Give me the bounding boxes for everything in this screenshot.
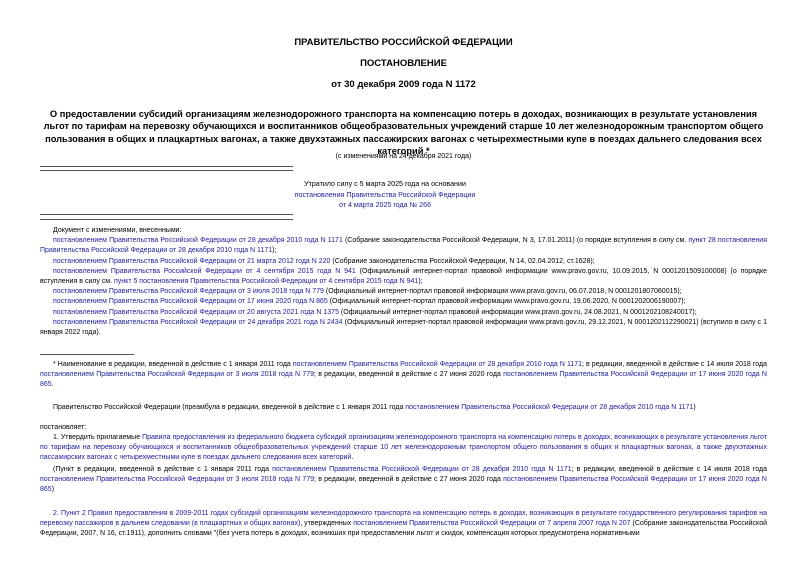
footnote-link-1171[interactable]: постановлением Правительства Российской Федерации от 28 декабря 2010 года N 1171 <box>292 361 583 368</box>
footnote-link-779[interactable]: постановлением Правительства Российской Федерации от 3 июля 2018 года N 779 <box>40 371 314 379</box>
government-heading: ПРАВИТЕЛЬСТВО РОССИЙСКОЙ ФЕДЕРАЦИИ <box>294 37 513 48</box>
amendment-link[interactable]: постановлением Правительства Российской Федерации от 17 июня 2020 года N 865 <box>53 298 328 306</box>
amendment-link[interactable]: постановлением Правительства Российской Федерации от 4 сентября 2015 года N 941 <box>53 267 356 275</box>
footnote-link-865[interactable]: постановлением Правительства Российской Федерации от 17 июня 2020 года N 865 <box>40 371 767 389</box>
lost-force-text: Утратило силу с 5 марта 2025 года на основании <box>304 180 466 188</box>
document-type: ПОСТАНОВЛЕНИЕ <box>360 58 447 69</box>
amendment-item: постановлением Правительства Российской Федерации от 24 декабря 2021 года N 2434 (Официальный интернет-портал правовой информации www.pravo.gov.ru, 29.12.2021, N 0001202112290021) (вступило в силу с 1 января 2022 года). <box>40 318 767 337</box>
footnote-divider <box>40 354 134 355</box>
amendment-item: постановлением Правительства Российской Федерации от 3 июля 2018 года N 779 (Официальный интернет-портал правовой информации www.pravo.gov.ru, 06.07.2018, N 0001201807060015); <box>53 288 682 296</box>
amendment-link[interactable]: постановлением Правительства Российской Федерации от 3 июля 2018 года N 779 <box>53 288 324 296</box>
amendments-block <box>40 226 767 338</box>
divider-line <box>40 214 293 215</box>
document-date-number: от 30 декабря 2009 года N 1172 <box>331 79 476 90</box>
changes-note: (с изменениями на 24 декабря 2021 года) <box>335 153 472 160</box>
divider-line <box>40 170 293 171</box>
document-title: О предоставлении субсидий организациям железнодорожного транспорта на компенсацию потерь в доходах, возникающих в результате установления льгот по тарифам на перевозку обучающихся и воспитанников общеобразовательных учреждений старше 10 лет железнодорожным транспортом общего пользования в общих и плацкартных вагонах, а также двухэтажных пассажирских вагонах с четырехместными купе в поездах дальнего следования всех категорий * <box>43 109 764 156</box>
preamble: Правительство Российской Федерации (преамбула в редакции, введенной в действие с 1 января 2011 года постановлением Правительства Российской Федерации от 28 декабря 2010 года N 1171) <box>53 404 696 411</box>
paragraph-1-note: (Пункт в редакции, введенной в действие с 1 января 2011 года постановлением Правительства Российской Федерации от 28 декабря 2010 года N 1171; в редакции, введенной в действие с 14 июля 2018 года постановлением Правительства Российской Федерации от 3 июля 2018 года N 779; в редакции, введенной в действие с 27 июня 2020 года постановлением Правительства Российской Федерации от 17 июня 2020 года N 865) <box>40 466 768 494</box>
p1-note-link-1171[interactable]: постановлением Правительства Российской Федерации от 28 декабря 2010 года N 1171 <box>272 466 572 473</box>
amendment-item: постановлением Правительства Российской Федерации от 20 августа 2021 года N 1375 (Официальный интернет-портал правовой информации www.pravo.gov.ru, 24.08.2021, N 0001202108240017); <box>53 308 697 316</box>
amendments-list <box>40 236 767 338</box>
divider-line <box>40 219 293 220</box>
amendment-item: постановлением Правительства Российской Федерации от 4 сентября 2015 года N 941 (Официальный интернет-портал правовой информации www.pravo.gov.ru, 10.09.2015, N 0001201509100008) (о порядке вступления в силу см. пункт 5 постановления Правительства Российской Федерации от 4 сентября 2015 года N 941); <box>40 267 767 286</box>
amendment-entry-link[interactable]: пункт 5 постановления Правительства Российской Федерации от 4 сентября 2015 года N 941 <box>114 278 419 286</box>
amendment-item: постановлением Правительства Российской Федерации от 21 марта 2012 года N 220 (Собрание законодательства Российской Федерации, N 14, 02.04.2012, ст.1628); <box>53 257 595 265</box>
p1-note-link-779[interactable]: постановлением Правительства Российской Федерации от 3 июля 2018 года N 779 <box>40 476 314 484</box>
rules-link[interactable]: Правила предоставления из федерального бюджета субсидий организациям железнодорожного транспорта на компенсацию потерь в доходах, возникающих в результате установления льгот по тарифам на перевозку обучающихся и воспитанников общеобразовательных учреждений старше 10 лет железнодорожным транспортом общего пользования в общих и плацкартных вагонах, а также двухэтажных пассажирских вагонах с четырехместными купе в поездах дальнего следования всех категорий <box>40 434 767 462</box>
lost-force-notice <box>220 179 550 211</box>
paragraph-1: 1. Утвердить прилагаемые Правила предоставления из федерального бюджета субсидий организациям железнодорожного транспорта на компенсацию потерь в доходах, возникающих в результате установления льгот по тарифам на перевозку обучающихся и воспитанников общеобразовательных учреждений старше 10 лет железнодорожным транспортом общего пользования в общих и плацкартных вагонах, а также двухэтажных пассажирских вагонах с четырехместными купе в поездах дальнего следования всех категорий. <box>40 434 767 462</box>
lost-force-link[interactable]: постановления Правительства Российской Федерации <box>294 190 476 199</box>
divider-line <box>40 166 293 167</box>
amendments-heading: Документ с изменениями, внесенными: <box>53 227 182 234</box>
p1-note-link-865[interactable]: постановлением Правительства Российской Федерации от 17 июня 2020 года N 865 <box>40 476 767 494</box>
p2-link-207[interactable]: постановлением Правительства Российской Федерации от 7 апреля 2007 года N 207 <box>353 520 631 528</box>
paragraph-2: 2. Пункт 2 Правил предоставления в 2009-2011 годах субсидий организациям железнодорожного транспорта на компенсацию потерь в доходах, возникающих в результате государственного регулирования тарифов на перевозку пассажиров в дальнем следовании (в плацкартных и общих вагонах), утвержденных постановлением Правительства Российской Федерации от 7 апреля 2007 года N 207 (Собрание законодательства Российской Федерации, 2007, N 16, ст.1911), дополнить словами "(без учета потерь в доходах, возникших при предоставлении льгот и скидок, компенсация которых предусмотрена нормативными <box>40 510 767 538</box>
amendment-entry-link[interactable]: пункт 28 постановления Правительства Российской Федерации от 28 декабря 2010 года N 1171 <box>40 237 767 255</box>
amendment-item: постановлением Правительства Российской Федерации от 28 декабря 2010 года N 1171 (Собрание законодательства Российской Федерации, N 3, 17.01.2011) (о порядке вступления в силу см. пункт 28 постановления Правительства Российской Федерации от 28 декабря 2010 года N 1171); <box>40 237 767 255</box>
amendment-link[interactable]: постановлением Правительства Российской Федерации от 20 августа 2021 года N 1375 <box>53 308 339 316</box>
decides-text: постановляет: <box>40 424 87 431</box>
preamble-link-1171[interactable]: постановлением Правительства Российской Федерации от 28 декабря 2010 года N 1171 <box>405 404 694 411</box>
amendment-item: постановлением Правительства Российской Федерации от 17 июня 2020 года N 865 (Официальный интернет-портал правовой информации www.pravo.gov.ru, 19.06.2020, N 0001202006190007); <box>53 298 686 306</box>
amendment-link[interactable]: постановлением Правительства Российской Федерации от 21 марта 2012 года N 220 <box>53 257 331 265</box>
p2-rules-link[interactable]: 2. Пункт 2 Правил предоставления в 2009-2011 годах субсидий организациям железнодорожного транспорта на компенсацию потерь в доходах, возникающих в результате государственного регулирования тарифов на перевозку пассажиров в дальнем следовании (в плацкартных и общих вагонах) <box>40 510 767 528</box>
amendment-link[interactable]: постановлением Правительства Российской Федерации от 24 декабря 2021 года N 2434 <box>53 318 343 326</box>
amendment-link[interactable]: постановлением Правительства Российской Федерации от 28 декабря 2010 года N 1171 <box>53 237 343 245</box>
lost-force-link-date[interactable]: от 4 марта 2025 года № 266 <box>338 201 432 210</box>
footnote: * Наименование в редакции, введенной в действие с 1 января 2011 года постановлением Правительства Российской Федерации от 28 декабря 2010 года N 1171; в редакции, введенной в действие с 14 июля 2018 года постановлением Правительства Российской Федерации от 3 июля 2018 года N 779; в редакции, введенной в действие с 27 июня 2020 года постановлением Правительства Российской Федерации от 17 июня 2020 года N 865. <box>40 361 767 389</box>
